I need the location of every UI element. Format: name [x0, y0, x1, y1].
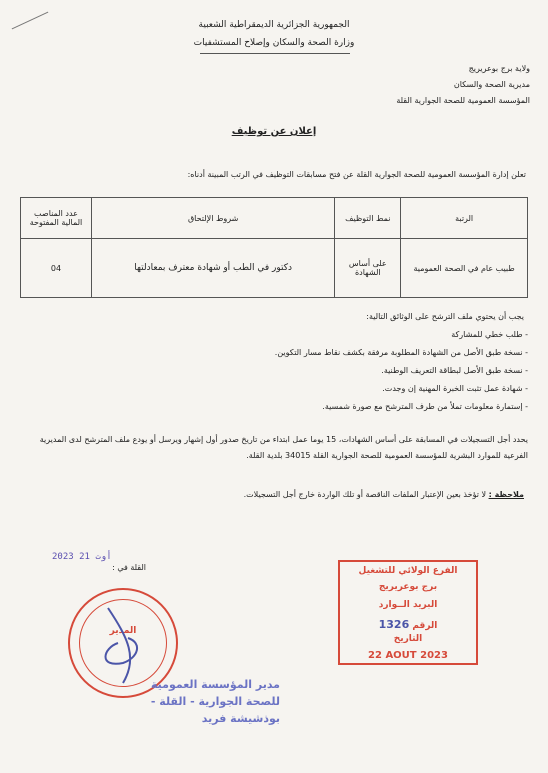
list-item: - نسخة طبق الأصل لبطاقة التعريف الوطنية.	[381, 366, 528, 375]
cell-grade: طبيب عام في الصحة العمومية	[401, 239, 528, 298]
note-text: لا تؤخذ بعين الإعتبار الملفات الناقصة أو تلك الواردة خارج أجل التسجيلات.	[243, 490, 487, 499]
col-header-grade: الرتبة	[401, 198, 528, 239]
place-label: القلة في :	[112, 563, 146, 572]
list-item: - إستمارة معلومات تملأ من طرف المترشح مع صورة شمسية.	[322, 402, 528, 411]
note-label: ملاحظة :	[488, 490, 524, 499]
wilaya-line: ولاية برج بوعريريج	[468, 64, 530, 73]
stamp-line-2: برج بوعريريج	[378, 582, 438, 592]
cell-conditions: دكتور في الطب أو شهادة معترف بمعادلتها	[91, 239, 334, 298]
stamp-number-row	[340, 618, 476, 631]
col-header-positions: عدد المناصب المالية المفتوحة	[21, 198, 92, 239]
cell-mode: على أساس الشهادة	[335, 239, 401, 298]
stamp-line-1: الفرع الولائي للتشغيل	[358, 566, 458, 576]
republic-header: الجمهورية الجزائرية الديمقراطية الشعبية	[198, 20, 350, 30]
table-header-row	[21, 198, 528, 239]
date-stamp: 2023 أوت 21	[52, 552, 112, 562]
list-item: - شهادة عمل تثبت الخبرة المهنية إن وجدت.	[382, 384, 528, 393]
seal-center-text: المدير	[109, 626, 137, 636]
stamp-number: 1326	[378, 618, 410, 631]
list-item: - طلب خطي للمشاركة	[451, 330, 528, 339]
signature-line-1: مدير المؤسسة العمومية	[150, 678, 280, 691]
deadline-paragraph: يحدد أجل التسجيلات في المسابقة على أساس الشهادات، 15 يوما عمل ابتداء من تاريخ صدور أول إشهار ويرسل أو يودع ملف المترشح لدى المديرية الفرعية للموارد البشرية للمؤسسة العمومية للصحة الجوارية القلة 34015 بلدية القلة.	[39, 435, 528, 460]
signature-block	[130, 676, 280, 727]
documents-lead: يجب أن يحتوي ملف الترشح على الوثائق التالية:	[366, 312, 524, 321]
documents-list	[48, 326, 528, 416]
received-stamp	[338, 560, 478, 665]
col-header-conditions: شروط الإلتحاق	[91, 198, 334, 239]
announcement-title: إعلان عن توظيف	[231, 126, 317, 137]
cell-positions: 04	[21, 239, 92, 298]
ministry-header: وزارة الصحة والسكان وإصلاح المستشفيات	[193, 38, 355, 48]
positions-table	[20, 197, 528, 298]
col-header-mode: نمط التوظيف	[335, 198, 401, 239]
header-underline	[200, 53, 350, 54]
institution-line: المؤسسة العمومية للصحة الجوارية القلة	[396, 96, 530, 105]
note	[104, 490, 524, 499]
list-item: - نسخة طبق الأصل من الشهادة المطلوبة مرفقة بكشف نقاط مسار التكوين.	[274, 348, 528, 357]
stamp-date-label: التاريخ	[393, 634, 423, 644]
stamp-line-3: البريد الــوارد	[378, 600, 438, 610]
stamp-date: 22 AOUT 2023	[368, 650, 448, 661]
stamp-number-label: الرقم	[412, 621, 438, 631]
table-row	[21, 239, 528, 298]
signature-line-2: للصحة الجوارية - القلة -	[150, 695, 280, 708]
signature-line-3: بوذشيشة فريد	[201, 712, 280, 725]
intro-text: تعلن إدارة المؤسسة العمومية للصحة الجوارية القلة عن فتح مسابقات التوظيف في الرتب المبينة أدناه:	[187, 170, 526, 179]
directorate-line: مديرية الصحة والسكان	[453, 80, 530, 89]
